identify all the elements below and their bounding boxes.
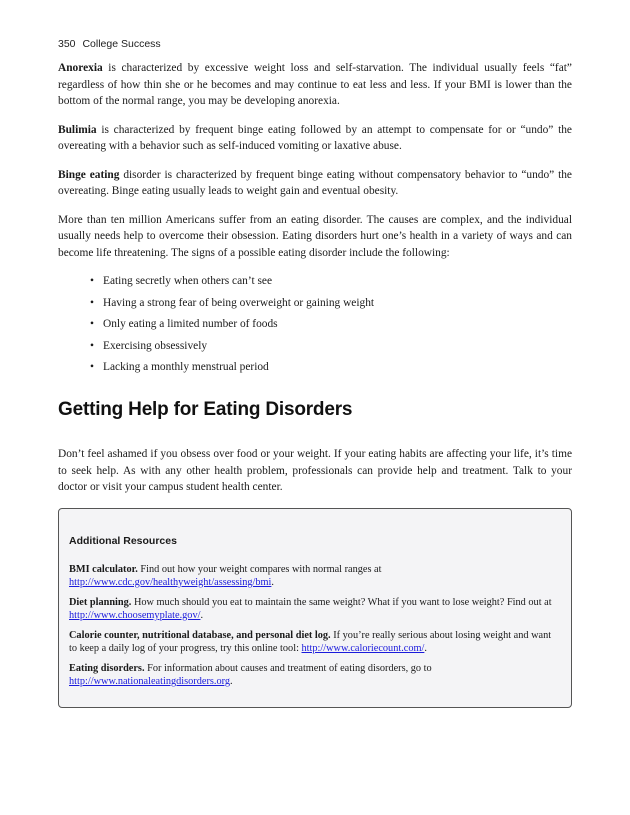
resource-item-eating — [69, 662, 561, 689]
resource-punct: . — [200, 610, 204, 621]
caloriecount-link[interactable]: http://www.caloriecount.com/ — [301, 643, 425, 654]
anorexia-text: is characterized by excessive weight loss and self-starvation. The individual usually feels “fat” regardless of how thin she or he becomes and may continue to eat less and less. If your BMI is lower than the bottom of the normal range, you may be developing anorexia. — [58, 62, 572, 107]
bulimia-paragraph — [58, 122, 572, 155]
intro-paragraph: More than ten million Americans suffer from an eating disorder. The causes are complex, and the individual usually needs help to overcome their obsession. Eating disorders hurt one’s health in a variety of ways and can become life threatening. The signs of a possible eating disorder include the following: — [58, 213, 572, 259]
list-item-text: Lacking a monthly menstrual period — [103, 361, 269, 373]
resource-label: Diet planning. — [69, 596, 132, 608]
list-item — [90, 338, 572, 354]
binge-paragraph — [58, 167, 572, 200]
resource-label: Calorie counter, nutritional database, and personal diet log. — [69, 629, 331, 641]
signs-list — [58, 273, 572, 375]
list-item — [90, 273, 572, 289]
bulimia-term: Bulimia — [58, 123, 97, 136]
resource-text: How much should you eat to maintain the same weight? What if you want to lose weight? Find out at — [131, 596, 552, 608]
resource-punct: . — [271, 577, 274, 588]
binge-text: disorder is characterized by frequent binge eating without compensatory behavior to “undo” the overeating. Binge eating usually leads to weight gain and eventual obesity. — [58, 168, 572, 197]
book-title: College Success — [82, 38, 161, 50]
list-item-text: Eating secretly when others can’t see — [103, 275, 273, 287]
anorexia-paragraph — [58, 60, 572, 110]
bullet-icon: • — [90, 339, 94, 352]
resource-label: BMI calculator. — [69, 563, 138, 575]
list-item-text: Exercising obsessively — [103, 339, 208, 352]
bullet-icon: • — [90, 361, 94, 373]
bullet-icon: • — [90, 318, 94, 330]
resource-text: Find out how your weight compares with normal ranges at — [137, 563, 382, 575]
resource-punct: . — [424, 643, 427, 654]
list-item — [90, 295, 572, 311]
anorexia-term: Anorexia — [58, 62, 103, 74]
additional-resources-box — [58, 508, 572, 708]
page-number: 350 — [58, 38, 76, 50]
resource-text: If you’re really serious about losing weight and want to keep a daily log of your progress, try this online tool: — [69, 629, 552, 654]
resource-text: For information about causes and treatment of eating disorders, go to — [144, 662, 432, 674]
resource-label: Eating disorders. — [69, 662, 145, 674]
list-item-text: Having a strong fear of being overweight or gaining weight — [103, 296, 375, 309]
resource-item-diet — [69, 596, 561, 623]
section-heading: Getting Help for Eating Disorders — [58, 399, 353, 420]
list-item-text: Only eating a limited number of foods — [103, 318, 278, 330]
list-item — [90, 316, 572, 332]
bullet-icon: • — [90, 296, 94, 309]
choosemyplate-link[interactable]: http://www.choosemyplate.gov/ — [69, 610, 201, 621]
resource-punct: . — [230, 676, 233, 687]
bulimia-text: is characterized by frequent binge eating followed by an attempt to compensate for or “undo” the overeating with a behavior such as self-induced vomiting or laxative abuse. — [58, 123, 572, 152]
nationaleatingdisorders-link[interactable]: http://www.nationaleatingdisorders.org — [69, 676, 231, 687]
resources-title: Additional Resources — [69, 534, 177, 547]
bmi-link[interactable]: http://www.cdc.gov/healthyweight/assessing/bmi — [69, 577, 272, 588]
binge-term: Binge eating — [58, 168, 120, 181]
resource-item-calorie — [69, 629, 561, 656]
resource-item-bmi — [69, 563, 561, 590]
page-content — [58, 60, 572, 708]
section-paragraph: Don’t feel ashamed if you obsess over food or your weight. If your eating habits are affecting your life, it’s time to seek help. As with any other health problem, professionals can provide help and treatment. Talk to your doctor or visit your campus student health center. — [58, 448, 572, 493]
bullet-icon: • — [90, 275, 94, 287]
list-item — [90, 359, 572, 375]
page-header — [58, 38, 161, 50]
